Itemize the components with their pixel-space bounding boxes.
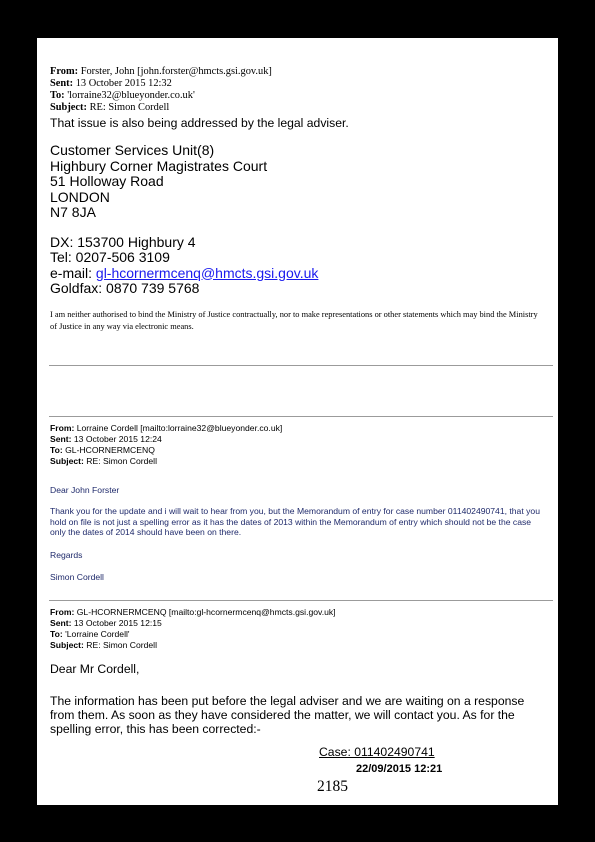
- subject-label: Subject:: [50, 102, 87, 113]
- sent-value: 13 October 2015 12:24: [73, 434, 162, 444]
- signature-tel: Tel: 0207-506 3109: [50, 249, 170, 265]
- subject-value: RE: Simon Cordell: [89, 102, 170, 113]
- email1-body: That issue is also being addressed by the legal adviser.: [50, 116, 349, 130]
- from-value: GL-HCORNERMCENQ [mailto:gl-hcornermcenq@hmcts.gsi.gov.uk]: [76, 607, 336, 617]
- separator-line: [49, 416, 553, 417]
- email2-from-line: [50, 423, 282, 434]
- signature-email-line: [50, 266, 318, 282]
- email3-greeting: Dear Mr Cordell,: [50, 662, 140, 676]
- email2-name: Simon Cordell: [50, 572, 104, 582]
- from-value: Lorraine Cordell [mailto:lorraine32@blueyonder.co.uk]: [76, 423, 283, 433]
- sent-value: 13 October 2015 12:32: [75, 78, 172, 89]
- sent-label: Sent:: [50, 78, 74, 89]
- email2-greeting: Dear John Forster: [50, 485, 120, 495]
- from-label: From:: [50, 423, 75, 433]
- sent-label: Sent:: [50, 618, 72, 628]
- subject-label: Subject:: [50, 456, 84, 466]
- subject-value: RE: Simon Cordell: [86, 456, 157, 466]
- subject-label: Subject:: [50, 640, 84, 650]
- email2-sent-line: [50, 434, 162, 445]
- page-number: 2185: [317, 778, 348, 795]
- signature-block: [50, 143, 318, 297]
- email2-body: Thank you for the update and i will wait to hear from you, but the Memorandum of entry for case number 01140249074​1, that you hold on file is not just a spelling error as it has the dates of 2013 within the Memorandum of entry which should not be the case only the dates of 2014 should have been on there.: [50, 506, 540, 537]
- email3-subject-line: [50, 640, 157, 651]
- document-page: [37, 38, 558, 805]
- signature-unit: Customer Services Unit(8): [50, 142, 215, 158]
- signature-goldfax: Goldfax: 0870 739 5768: [50, 280, 200, 296]
- sent-value: 13 October 2015 12:15: [73, 618, 162, 628]
- case-number: Case: 011402490741: [319, 745, 435, 759]
- signature-dx: DX: 153700 Highbury 4: [50, 233, 196, 250]
- from-label: From:: [50, 607, 75, 617]
- email3-to-line: [50, 629, 130, 640]
- email1-sent-line: [50, 78, 172, 90]
- to-value: GL-HCORNERMCENQ: [65, 445, 155, 455]
- case-datetime: 22/09/2015 12:21: [356, 763, 443, 775]
- from-value: Forster, John [john.forster@hmcts.gsi.gov.uk]: [80, 66, 272, 77]
- email3-body: The information has been put before the legal adviser and we are waiting on a response from them. As soon as they have considered the matter, we will contact you. As for the spelling error, this has been corrected:-: [50, 694, 525, 736]
- signature-postcode: N7 8JA: [50, 204, 96, 220]
- separator-line: [49, 600, 553, 601]
- to-label: To:: [50, 629, 63, 639]
- to-label: To:: [50, 445, 63, 455]
- signature-road: 51 Holloway Road: [50, 173, 164, 189]
- email1-subject-line: [50, 102, 169, 114]
- email2-regards: Regards: [50, 550, 83, 560]
- signature-court: Highbury Corner Magistrates Court: [50, 157, 268, 174]
- email2-subject-line: [50, 456, 157, 467]
- email1-to-line: [50, 90, 195, 102]
- disclaimer-text: I am neither authorised to bind the Ministry of Justice contractually, nor to make representations or other statements which may bind the Ministry of Justice in any way via electronic means.: [50, 310, 538, 331]
- signature-email-link[interactable]: gl-hcornermcenq@hmcts.gsi.gov.uk: [95, 264, 319, 281]
- separator-line: [49, 365, 553, 366]
- to-label: To:: [50, 90, 65, 101]
- signature-city: LONDON: [50, 188, 110, 205]
- sent-label: Sent:: [50, 434, 72, 444]
- to-value: 'lorraine32@blueyonder.co.uk': [67, 90, 195, 101]
- from-label: From:: [50, 66, 79, 77]
- email1-from-line: [50, 66, 272, 78]
- email3-sent-line: [50, 618, 162, 629]
- to-value: 'Lorraine Cordell': [65, 629, 130, 639]
- email2-to-line: [50, 445, 155, 456]
- signature-email-label: e-mail:: [50, 264, 96, 281]
- email3-from-line: [50, 607, 336, 618]
- subject-value: RE: Simon Cordell: [86, 640, 157, 650]
